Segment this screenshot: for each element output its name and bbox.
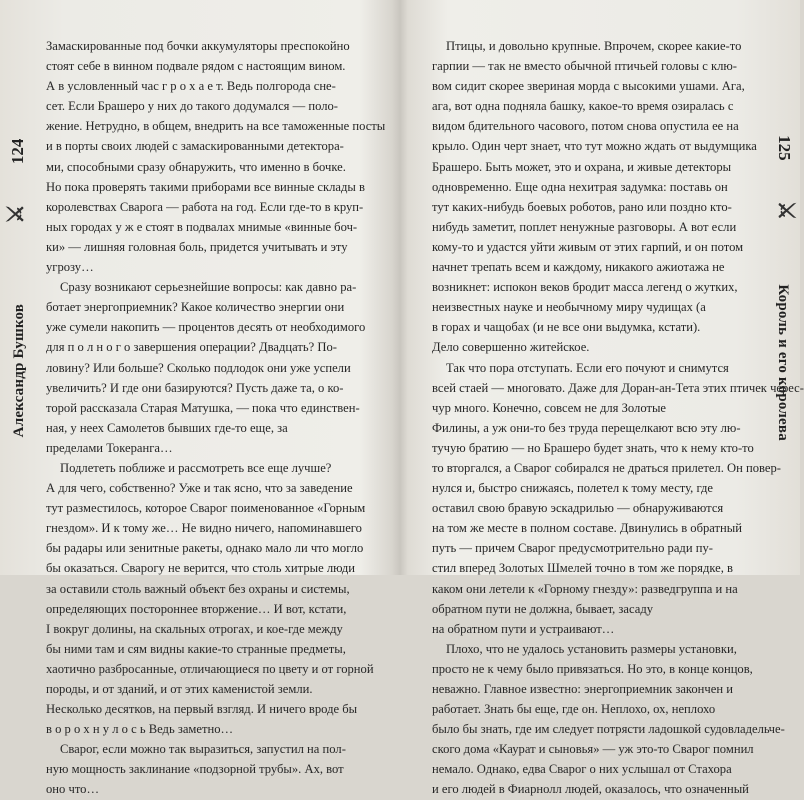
- text-line: А в условленный час г р о х а е т. Ведь полгорода сне-: [46, 79, 336, 94]
- running-head-title: Король и его королева: [775, 283, 791, 441]
- text-line: ная, у неех Самолетов бывших где-то еще, за: [46, 420, 288, 435]
- text-line: угрозу…: [46, 260, 94, 275]
- right-margin-rotated: [773, 135, 799, 441]
- text-line: крыло. Один черт знает, что тут можно ждать от выдумщика: [432, 139, 757, 154]
- text-line: в о р о х н у л о с ь Ведь заметно…: [46, 722, 234, 737]
- left-page-text: [46, 36, 386, 800]
- text-line: и его людей в Фиарнолл людей, оказалось, что означенный: [432, 782, 749, 797]
- text-line: стоят себе в винном подвале рядом с настоящим вином.: [46, 59, 346, 74]
- page-number-left: 124: [8, 138, 27, 164]
- text-line: бы радары или зенитные ракеты, однако мало ли что могло: [46, 541, 364, 556]
- text-line: на том же месте в полном составе. Двинулись в обратный: [432, 521, 742, 536]
- text-line: Подлететь поближе и рассмотреть все еще лучше?: [60, 460, 332, 475]
- text-line: в горах и чащобах (и не все они выдумка, кстати).: [432, 320, 701, 335]
- text-line: нибудь заметит, поплет ненужные разговоры. А вот если: [432, 219, 737, 234]
- text-line: для п о л н о г о завершения операции? Двадцать? По-: [46, 340, 337, 355]
- text-line: ага, вот одна подняла башку, какое-то время озиралась с: [432, 99, 734, 114]
- text-line: Брашеро. Быть может, это и охрана, и живые детекторы: [432, 159, 732, 174]
- text-line: Несколько десятков, на первый взгляд. И ничего вроде бы: [46, 702, 358, 717]
- text-line: уже сумели накопить — процентов десять от необходимого: [46, 320, 366, 335]
- text-line: А для чего, собственно? Уже и так ясно, что за заведение: [46, 481, 353, 496]
- text-line: возникнет: испокон веков бродит масса легенд о жутких,: [432, 280, 738, 295]
- text-line: королевствах Сварога — работа на год. Если где-то в круп-: [46, 199, 364, 214]
- text-line: на обратном пути и устраивают…: [432, 621, 615, 636]
- text-line: определяющих постороннее вторжение… И вот, кстати,: [46, 601, 347, 616]
- text-line: просто не к чему было привязаться. Но это, в конце концов,: [432, 661, 753, 676]
- text-line: каком они летели к «Горному гнезду»: разведгруппа и на: [432, 581, 738, 596]
- text-line: Сварог, если можно так выразиться, запустил на пол-: [60, 742, 346, 757]
- text-line: оно что…: [46, 782, 100, 797]
- text-line: ми, способными сразу обнаружить, что именно в бочке.: [46, 159, 346, 174]
- text-line: и в порты своих людей с замаскированными детектора-: [46, 139, 344, 154]
- text-line: Замаскированные под бочки аккумуляторы преспокойно: [46, 39, 350, 53]
- text-line: ловину? Или больше? Сколько подлодок они уже успели: [46, 360, 351, 375]
- text-line: бы оказаться. Сварогу не верится, что столь хитрые люди: [46, 561, 356, 576]
- left-margin-rotated: [3, 138, 29, 437]
- text-line: кому-то и удастся уйти живым от этих гарпий, и он потом: [432, 239, 744, 254]
- text-line: ки» — лишняя головная боль, придется учитывать и эту: [46, 239, 348, 254]
- text-line: тучую братию — но Брашеро будет знать, что к нему кто-то: [432, 440, 754, 455]
- text-line: нулся и, быстро снижаясь, полетел к тому месту, где: [432, 481, 713, 496]
- text-line: стил вперед Золотых Шмелей точно в том же порядке, в: [432, 561, 733, 576]
- text-line: породы, и от зданий, и от этих каменистой земли.: [46, 682, 313, 696]
- right-margin-header: [774, 0, 798, 575]
- text-line: Дело совершенно житейское.: [432, 340, 590, 355]
- text-line: бы ними там и сям видны какие-то странные предметы,: [46, 641, 346, 656]
- text-line: всей стаей — многовато. Даже для Доран-ан-Тета этих птичек черес-: [432, 380, 804, 395]
- text-line: оставил свою бравую эскадрилью — обнаруживаются: [432, 501, 724, 516]
- dagger-ornament-icon: ⚔: [774, 200, 799, 220]
- text-line: тут разместилось, которое Сварог поименованное «Горным: [46, 501, 366, 516]
- page-number-right: 125: [775, 134, 794, 161]
- text-line: неизвестных науке и необычному миру чудищах (а: [432, 300, 706, 315]
- text-line: гарпии — так не вместо обычной птичьей головы с клю-: [432, 59, 737, 74]
- text-line: торой рассказала Старая Матушка, — пока что единствен-: [46, 400, 360, 415]
- text-line: то вторгался, а Сварог собирался не драться прилетел. Он повер-: [432, 460, 781, 475]
- running-head-author: Александр Бушков: [11, 303, 27, 437]
- text-line: путь — причем Сварог предусмотрительно ради пу-: [432, 541, 713, 556]
- text-line: работает. Знать бы еще, где он. Неплохо, ох, неплохо: [432, 702, 716, 717]
- text-line: увеличить? И где они базируются? Пусть даже та, о ко-: [46, 380, 344, 395]
- text-line: чур много. Конечно, совсем не для Золотые: [432, 400, 667, 415]
- text-line: немало. Однако, едва Сварог о них услышал от Стахора: [432, 762, 732, 777]
- text-line: Сразу возникают серьезнейшие вопросы: как давно ра-: [60, 280, 357, 295]
- text-line: видом бдительного часового, потом снова опустила ее на: [432, 119, 739, 134]
- right-page: [402, 0, 804, 797]
- text-line: пределами Токеранга…: [46, 440, 173, 455]
- text-line: Филины, а уж они-то без труда перещелкают всю эту лю-: [432, 420, 741, 435]
- dagger-ornament-icon: ⚔: [3, 203, 28, 224]
- text-line: одновременно. Еще одна нехитрая задумка: поставь он: [432, 179, 728, 194]
- left-margin-header: [4, 0, 28, 575]
- text-line: обратном пути не должна, бывает, засаду: [432, 601, 654, 616]
- text-line: Плохо, что не удалось установить размеры установки,: [446, 641, 737, 656]
- text-line: ботает энергоприемник? Какое количество энергии они: [46, 300, 345, 315]
- text-line: гнездом». И к тому же… Не видно ничего, напоминавшего: [46, 521, 362, 536]
- text-line: Птицы, и довольно крупные. Впрочем, скорее какие-то: [446, 39, 742, 53]
- text-line: хаотично разбросанные, отличающиеся по цвету и от горной: [46, 661, 374, 676]
- text-line: начнет трепать всем и каждому, никакого ажиотажа не: [432, 260, 725, 275]
- left-page: [0, 0, 398, 797]
- text-line: ского дома «Каурат и сыновья» — уж это-то Сварог помнил: [432, 742, 754, 757]
- text-line: за оставили столь важный объект без охраны и системы,: [46, 581, 350, 596]
- text-line: Так что пора отступать. Если его почуют и снимутся: [446, 360, 729, 375]
- text-line: ных городах у ж е стоят в подвалах мнимые «винные боч-: [46, 219, 358, 234]
- text-line: I вокруг долины, на скальных отрогах, и кое-где между: [46, 621, 343, 636]
- text-line: неважно. Главное известно: энергоприемник закончен и: [432, 682, 733, 696]
- text-line: было бы знать, где им следует потрясти ладошкой судовладельче-: [432, 722, 785, 737]
- text-line: ную мощность заклинание «подзорной трубы». Ах, вот: [46, 762, 344, 777]
- text-line: жение. Нетрудно, в общем, внедрить на все таможенные посты: [46, 119, 386, 134]
- text-line: тут каких-нибудь боевых роботов, рано или поздно кто-: [432, 199, 732, 214]
- text-line: Но пока проверять такими приборами все винные склады в: [46, 179, 365, 194]
- text-line: вом сидит скорее звериная морда с высокими ушами. Ага,: [432, 79, 745, 94]
- text-line: сет. Если Брашеро у них до такого додумался — поло-: [46, 99, 338, 114]
